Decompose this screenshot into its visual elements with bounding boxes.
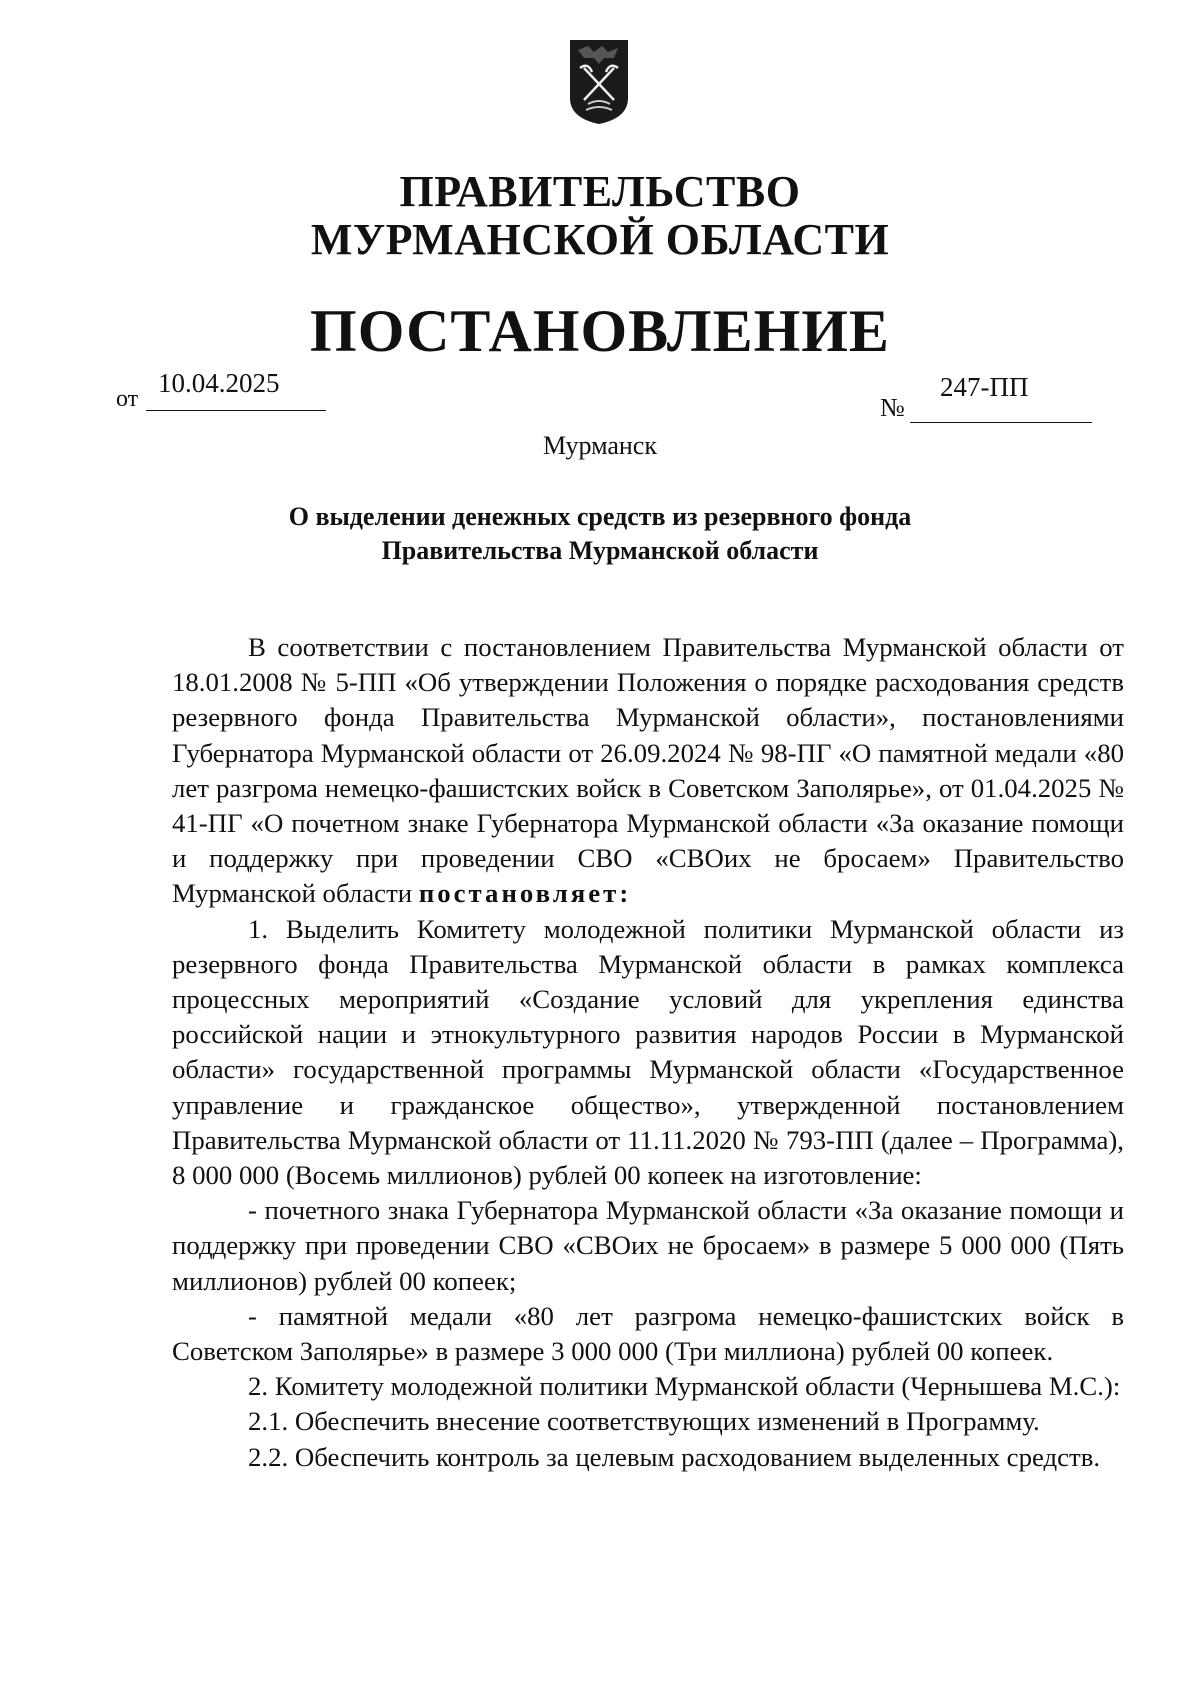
preamble-paragraph — [172, 630, 1124, 912]
coat-of-arms-icon — [568, 38, 630, 126]
preamble-text: В соответствии с постановлением Правительства Мурманской области от 18.01.2008 № 5-ПП «Об утверждении Положения о порядке расходования средств резервного фонда Правительства Мурманской области», постановлениями Губернатора Мурманской области от 26.09.2024 № 98-ПГ «О памятной медали «80 лет разгрома немецко-фашистских войск в Советском Заполярье», от 01.04.2025 № 41-ПГ «О почетном знаке Губернатора Мурманской области «За оказание помощи и поддержку при проведении СВО «СВОих не бросаем» Правительство Мурманской области — [172, 632, 1124, 909]
organization-name-line2: МУРМАНСКОЙ ОБЛАСТИ — [310, 215, 890, 264]
document-title-line1: О выделении денежных средств из резервного фонда — [288, 502, 912, 531]
clause-1-item-a: - почетного знака Губернатора Мурманской области «За оказание помощи и поддержку при проведении СВО «СВОих не бросаем» в размере 5 000 000 (Пять миллионов) рублей 00 копеек; — [172, 1195, 1124, 1296]
document-title-line2: Правительства Мурманской области — [381, 536, 819, 565]
document-date: 10.04.2025 — [158, 368, 280, 398]
clause-2-1: 2.1. Обеспечить внесение соответствующих изменений в Программу. — [248, 1406, 1040, 1437]
date-prefix: от — [116, 386, 139, 412]
number-prefix: № — [880, 393, 905, 422]
clause-1-item-b: - памятной медали «80 лет разгрома немецко-фашистских войск в Советском Заполярье» в размере 3 000 000 (Три миллиона) рублей 00 копеек. — [172, 1300, 1124, 1367]
organization-name-line1: ПРАВИТЕЛЬСТВО — [399, 167, 801, 216]
clause-1: 1. Выделить Комитету молодежной политики Мурманской области из резервного фонда Правительства Мурманской области в рамках комплекса процессных мероприятий «Создание условий для укрепления единства российской нации и этнокультурного развития народов России в Мурманской области» государственной программы Мурманской области «Государственное управление и гражданское общество», утвержденной постановлением Правительства Мурманской области от 11.11.2020 № 793-ПП (далее – Программа), 8 000 000 (Восемь миллионов) рублей 00 копеек на изготовление: — [172, 913, 1124, 1191]
document-body — [172, 630, 1124, 1475]
number-underline — [910, 422, 1092, 423]
resolves-word: постановляет: — [418, 878, 632, 909]
clause-2: 2. Комитету молодежной политики Мурманской области (Чернышева М.С.): — [248, 1371, 1121, 1402]
document-title — [120, 500, 1080, 568]
date-underline — [146, 410, 326, 411]
document-type-heading: ПОСТАНОВЛЕНИЕ — [310, 298, 890, 364]
document-number: 247-ПП — [940, 372, 1029, 402]
city-name: Мурманск — [543, 431, 657, 460]
clause-2-2: 2.2. Обеспечить контроль за целевым расходованием выделенных средств. — [248, 1441, 1101, 1472]
